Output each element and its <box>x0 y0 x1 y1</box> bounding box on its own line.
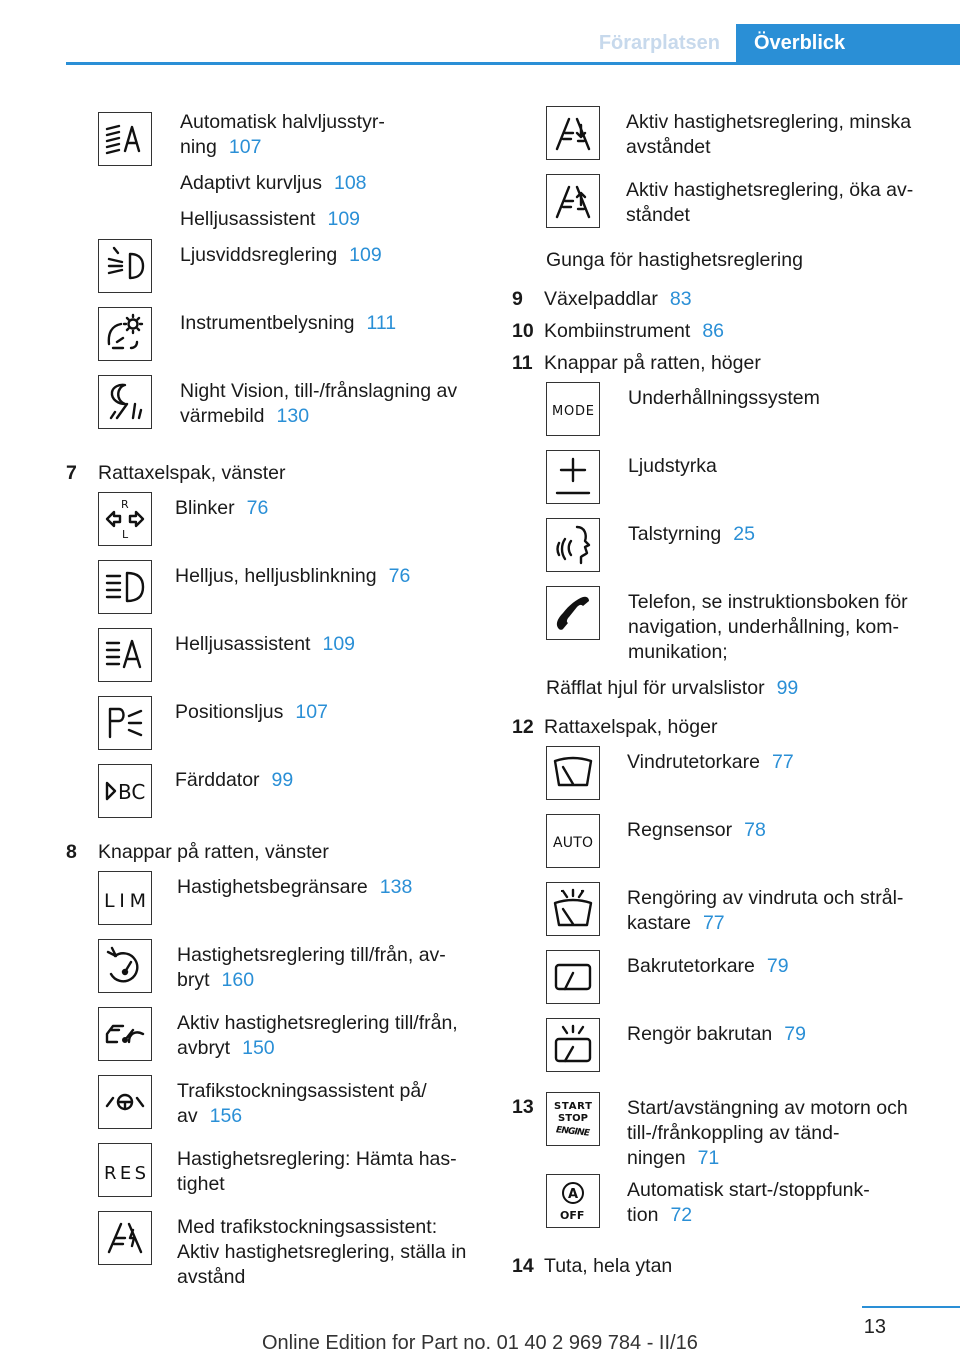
svg-text:L: L <box>122 528 129 541</box>
entry-text: Positionsljus 107 <box>175 701 328 723</box>
item-number: 13 <box>512 1096 534 1118</box>
edition-text: Online Edition for Part no. 01 40 2 969 784 - II/16 <box>262 1332 698 1354</box>
list-item <box>546 1092 908 1174</box>
item-number: 10 <box>512 320 534 342</box>
list-item <box>546 1174 908 1248</box>
list-item <box>546 586 952 670</box>
entry-text: Vindrutetorkare 77 <box>627 751 794 773</box>
svg-text:A: A <box>568 1187 579 1202</box>
numbered-item <box>66 840 486 865</box>
entry-text: Talstyrning 25 <box>628 523 755 545</box>
item-title: Rattaxelspak, höger <box>544 716 718 738</box>
item-title: Rattaxelspak, vänster <box>98 462 286 484</box>
svg-text:START: START <box>554 1101 592 1112</box>
voice-control-icon <box>546 518 600 572</box>
list-item <box>546 518 952 586</box>
item-number: 12 <box>512 716 534 738</box>
entry-text: Räfflat hjul för urvalslistor 99 <box>546 677 799 699</box>
numbered-item <box>512 1254 952 1279</box>
page-reference-link[interactable]: 77 <box>702 912 725 934</box>
auto-icon <box>546 814 600 868</box>
numbered-item <box>512 351 952 376</box>
entry-text: Aktiv hastighetsreglering till/från, avbryt 150 <box>177 1012 458 1059</box>
page-reference-link[interactable]: 83 <box>669 288 692 310</box>
entry-text: Aktiv hastighetsreglering, öka av- ståndet <box>626 179 914 226</box>
distance-decrease-icon <box>546 106 600 160</box>
entry-text: Instrumentbelysning 111 <box>180 312 397 334</box>
entry-text: Trafikstockningsassistent på/ av 156 <box>177 1080 427 1127</box>
entry-text: Automatisk halvljusstyr- ning 107 <box>180 111 385 158</box>
entry-text: Helljusassistent 109 <box>175 633 356 655</box>
entry-text: Blinker 76 <box>175 497 269 519</box>
entry-text: Hastighetsreglering: Hämta has- tighet <box>177 1148 457 1195</box>
list-item <box>98 1007 486 1075</box>
page-reference-link[interactable]: 108 <box>333 172 367 194</box>
numbered-item <box>512 287 952 312</box>
list-item <box>98 764 486 832</box>
traffic-jam-assist-icon <box>98 1075 152 1129</box>
page-reference-link[interactable]: 130 <box>276 405 310 427</box>
numbered-item <box>512 715 952 740</box>
list-item <box>546 450 952 518</box>
page-number: 13 <box>863 1316 886 1338</box>
page-reference-link[interactable]: 77 <box>771 751 794 773</box>
page-reference-link[interactable]: 111 <box>366 312 397 334</box>
page-reference-link[interactable]: 99 <box>776 677 799 699</box>
svg-text:STOP: STOP <box>558 1113 588 1124</box>
instrument-lighting-icon <box>98 307 152 361</box>
svg-text:BC: BC <box>118 780 146 804</box>
list-item <box>98 106 486 239</box>
entry-text: Automatisk start-/stoppfunk- tion 72 <box>627 1179 870 1226</box>
volume-icon <box>546 450 600 504</box>
entry-text: Start/avstängning av motorn och till-/frånkoppling av tänd- ningen 71 <box>627 1097 908 1169</box>
page-reference-link[interactable]: 76 <box>246 497 269 519</box>
entry-text: Helljus, helljusblinkning 76 <box>175 565 411 587</box>
start-stop-engine-icon <box>546 1092 600 1146</box>
distance-increase-icon <box>546 174 600 228</box>
washer-icon <box>546 882 600 936</box>
entry-text: Night Vision, till-/frånslagning av värmebild 130 <box>180 380 458 427</box>
page-reference-link[interactable]: 79 <box>784 1023 806 1045</box>
list-item <box>546 882 952 950</box>
bc-icon <box>98 764 152 818</box>
active-cruise-icon <box>98 1007 152 1061</box>
item-number: 8 <box>66 841 77 863</box>
headlight-range-icon <box>98 239 152 293</box>
list-item <box>98 239 486 307</box>
high-beam-icon <box>98 560 152 614</box>
entry-text: Hastighetsreglering till/från, av- bryt 160 <box>177 944 446 991</box>
svg-text:MODE: MODE <box>552 404 594 419</box>
cruise-control-icon <box>98 939 152 993</box>
wiper-icon <box>546 746 600 800</box>
page-reference-link[interactable]: 107 <box>228 136 262 158</box>
entry-text: Telefon, se instruktionsboken för navigation, underhållning, kom- munikation; <box>628 591 908 663</box>
distance-set-icon <box>98 1211 152 1265</box>
list-item <box>98 1211 486 1290</box>
list-item <box>98 307 486 375</box>
mode-icon <box>546 382 600 436</box>
svg-text:ENGINE: ENGINE <box>555 1125 591 1139</box>
page-reference-link[interactable]: 150 <box>242 1037 275 1059</box>
entry-text: Helljusassistent 109 <box>180 208 361 230</box>
page-reference-link[interactable]: 76 <box>388 565 411 587</box>
list-item <box>98 939 486 1007</box>
entry-text: Aktiv hastighetsreglering, minska avståndet <box>626 111 912 158</box>
page-reference-link[interactable]: 138 <box>379 876 413 898</box>
parking-light-icon <box>98 696 152 750</box>
page-reference-link[interactable]: 107 <box>295 701 328 723</box>
rear-wiper-icon <box>546 950 600 1004</box>
left-column <box>66 106 486 1290</box>
footer-rule <box>862 1306 960 1308</box>
item-title: Växelpaddlar <box>544 288 658 310</box>
item-title: Knappar på ratten, höger <box>544 352 761 374</box>
page-reference-link[interactable]: 109 <box>327 208 361 230</box>
svg-text:AUTO: AUTO <box>553 835 593 851</box>
list-item <box>546 106 952 174</box>
item-number: 7 <box>66 462 77 484</box>
list-item <box>98 560 486 628</box>
page-reference-link[interactable]: 99 <box>271 769 294 791</box>
night-vision-icon <box>98 375 152 429</box>
list-item <box>98 871 486 939</box>
list-item <box>98 1143 486 1211</box>
res-icon <box>98 1143 152 1197</box>
page-reference-link[interactable]: 160 <box>221 969 255 991</box>
entry-text: Rengöring av vindruta och strål- kastare 77 <box>627 887 904 934</box>
entry-text: Färddator 99 <box>175 769 294 791</box>
page-reference-link[interactable]: 109 <box>322 633 356 655</box>
page-reference-link[interactable]: 109 <box>349 244 382 266</box>
auto-low-beam-icon <box>98 112 152 166</box>
list-item <box>98 696 486 764</box>
svg-text:OFF: OFF <box>560 1209 585 1222</box>
item-title: Kombiinstrument <box>544 320 691 342</box>
item-number: 14 <box>512 1255 534 1277</box>
entry-text: Rengör bakrutan 79 <box>627 1023 806 1045</box>
high-beam-assist-icon <box>98 628 152 682</box>
entry-text: Bakrutetorkare 79 <box>627 955 789 977</box>
numbered-item <box>512 1092 952 1248</box>
numbered-item <box>66 461 486 486</box>
page-reference-link[interactable]: 25 <box>733 523 755 545</box>
section-tab[interactable]: Förarplatsen <box>598 32 720 54</box>
list-item <box>546 814 952 882</box>
list-item <box>98 628 486 696</box>
item-title: Knappar på ratten, vänster <box>98 841 329 863</box>
page-reference-link[interactable]: 156 <box>209 1105 243 1127</box>
header-bar <box>66 24 960 65</box>
list-item <box>98 492 486 560</box>
list-item <box>546 174 952 242</box>
lim-icon <box>98 871 152 925</box>
page-reference-link[interactable]: 79 <box>766 955 789 977</box>
subsection-tab[interactable]: Överblick <box>736 24 960 62</box>
item-number: 11 <box>512 352 533 374</box>
list-item <box>98 1075 486 1143</box>
rear-washer-icon <box>546 1018 600 1072</box>
item-number: 9 <box>512 288 523 310</box>
list-item <box>546 746 952 814</box>
entry-text: Ljudstyrka <box>628 455 717 477</box>
entry-text: Regnsensor 78 <box>627 819 766 841</box>
page-reference-link[interactable]: 72 <box>670 1204 693 1226</box>
entry-text: Hastighetsbegränsare 138 <box>177 876 413 898</box>
page-reference-link[interactable]: 71 <box>697 1147 720 1169</box>
page-reference-link[interactable]: 78 <box>744 819 766 841</box>
rocker-text: Gunga för hastighetsreglering <box>546 249 803 271</box>
phone-icon <box>546 586 600 640</box>
entry-text: Ljusviddsreglering 109 <box>180 244 382 266</box>
entry-text: Underhållningssystem <box>628 387 820 409</box>
entry-text: Med trafikstockningsassistent: Aktiv hastighetsreglering, ställa in avstånd <box>177 1216 467 1288</box>
list-item <box>98 375 486 457</box>
list-item <box>546 382 952 450</box>
entry-text: Adaptivt kurvljus 108 <box>180 172 367 194</box>
auto-start-stop-icon <box>546 1174 600 1228</box>
svg-text:RES: RES <box>104 1163 146 1184</box>
right-column <box>512 106 952 1279</box>
page-reference-link[interactable]: 86 <box>702 320 725 342</box>
list-item <box>546 1018 952 1086</box>
turn-signal-icon <box>98 492 152 546</box>
item-title: Tuta, hela ytan <box>544 1255 673 1277</box>
list-item <box>546 950 952 1018</box>
svg-text:R: R <box>121 498 129 511</box>
svg-text:LIM: LIM <box>104 890 146 912</box>
numbered-item <box>512 319 952 344</box>
